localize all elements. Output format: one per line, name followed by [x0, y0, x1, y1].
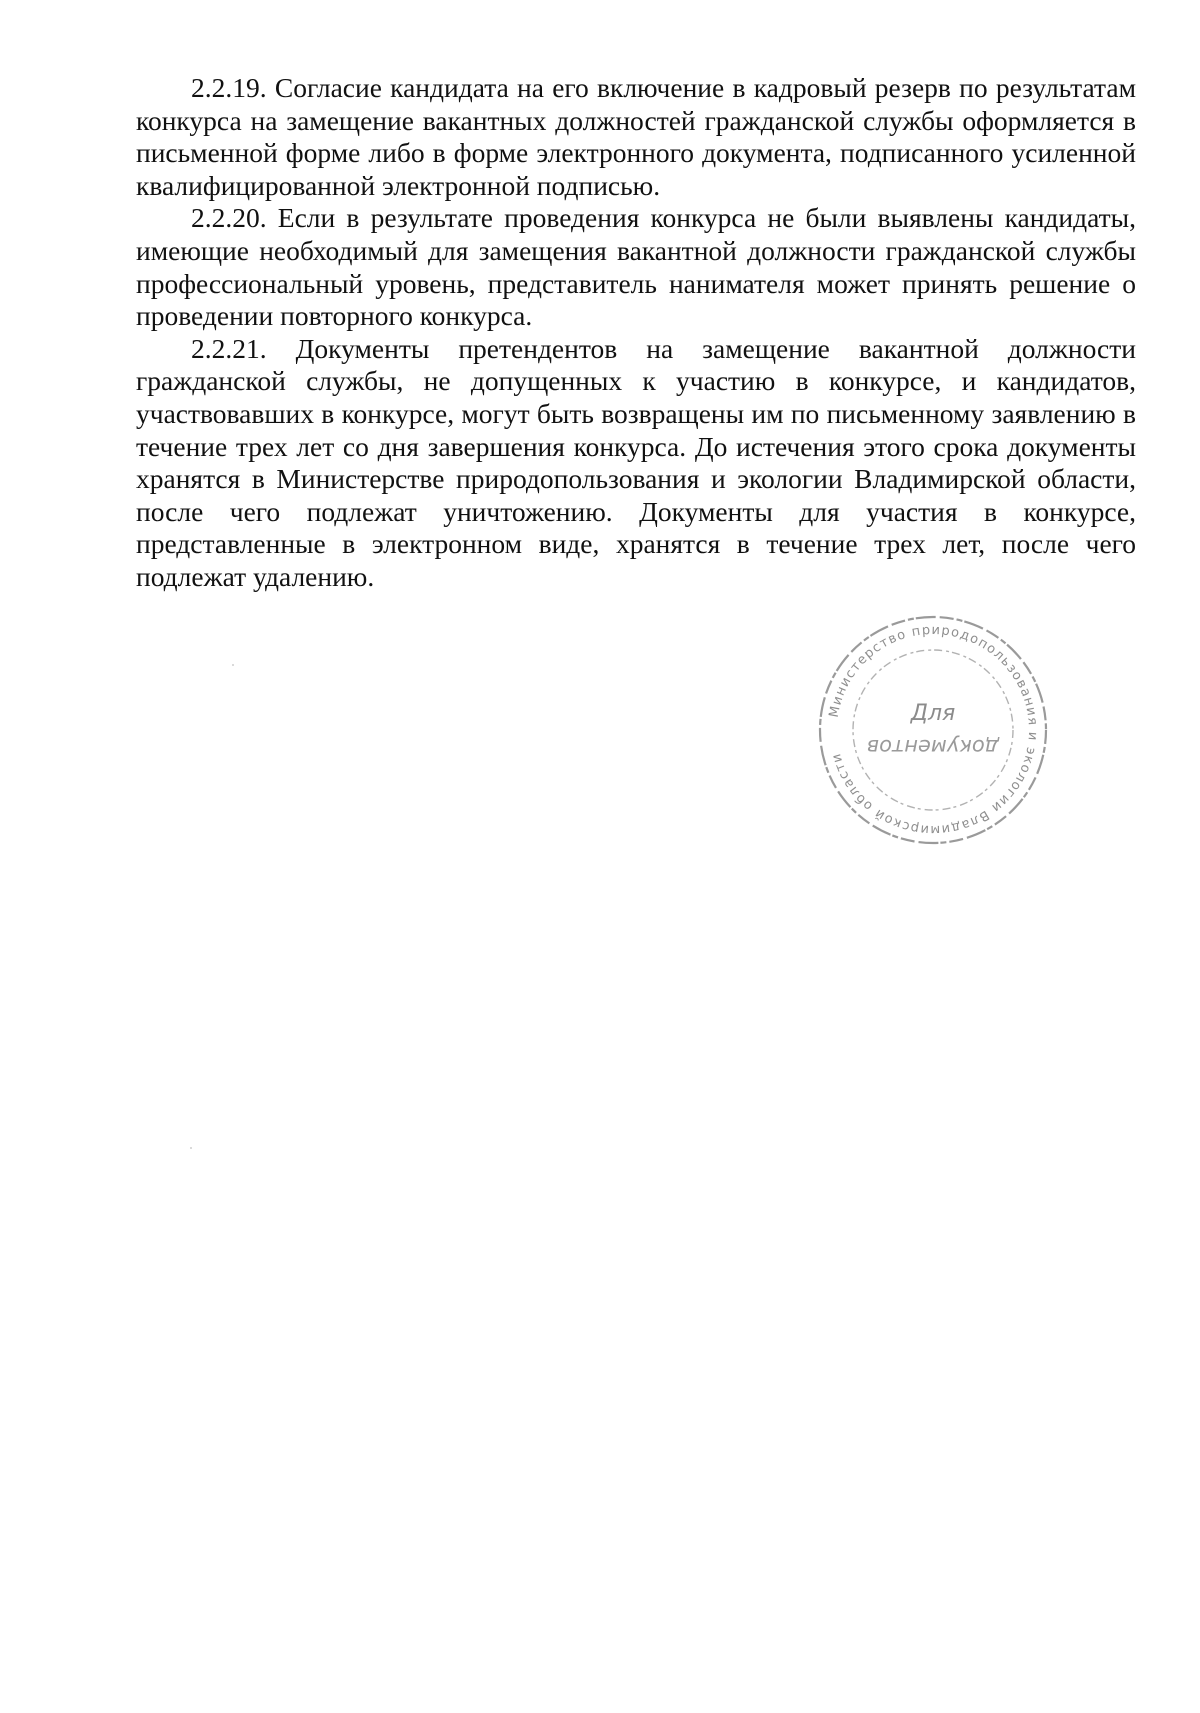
- official-stamp: [813, 610, 1053, 850]
- paragraph-2-2-21: 2.2.21. Документы претендентов на замещение вакантной должности гражданской службы, не допущенных к участию в конкурсе, и кандидатов, участвовавших в конкурсе, могут быть возвращены им по письменному заявлению в течение трех лет со дня завершения конкурса. До истечения этого срока документы хранятся в Министерстве природопользования и экологии Владимирской области, после чего подлежат уничтожению. Документы для участия в конкурсе, представленные в электронном виде, хранятся в течение трех лет, после чего подлежат удалению.: [136, 332, 1136, 592]
- svg-text:документов: документов: [866, 735, 1000, 759]
- scan-speck: [232, 664, 234, 666]
- paragraph-2-2-20: 2.2.20. Если в результате проведения конкурса не были выявлены кандидаты, имеющие необходимый для замещения вакантной должности гражданской службы профессиональный уровень, представитель нанимателя может принять решение о проведении повторного конкурса.: [136, 202, 1136, 332]
- scan-speck: [190, 1147, 192, 1149]
- document-body: [136, 72, 1136, 594]
- paragraph-2-2-19: 2.2.19. Согласие кандидата на его включение в кадровый резерв по результатам конкурса на замещение вакантных должностей гражданской службы оформляется в письменной форме либо в форме электронного документа, подписанного усиленной квалифицированной электронной подписью.: [136, 72, 1136, 201]
- svg-text:Для: Для: [910, 701, 956, 726]
- svg-text:Министерство природопользовани: Министерство природопользования и экологии Владимирской области: [826, 622, 1041, 838]
- stamp-seal-icon: [813, 610, 1053, 850]
